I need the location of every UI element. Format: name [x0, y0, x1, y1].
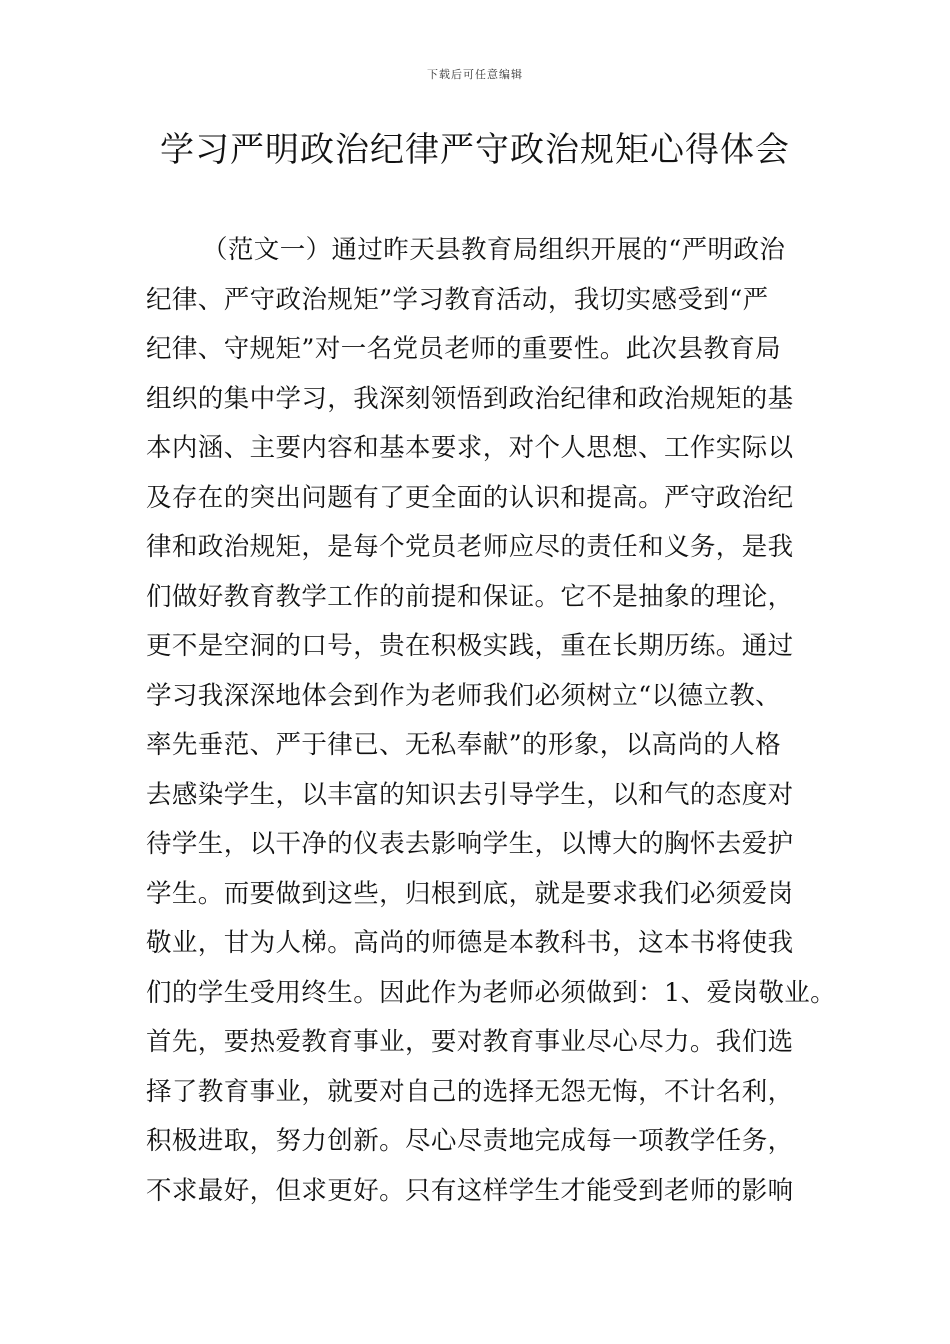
- body-line: 纪律、严守政治规矩”学习教育活动，我切实感受到“严: [146, 284, 769, 315]
- body-line: 本内涵、主要内容和基本要求，对个人思想、工作实际以: [146, 433, 794, 463]
- body-line: 择了教育事业，就要对自己的选择无怨无悔，不计名利，: [146, 1076, 794, 1107]
- body-line: 不求最好，但求更好。只有这样学生才能受到老师的影响: [146, 1175, 794, 1206]
- body-line: 率先垂范、严于律已、无私奉献”的形象，以高尚的人格: [146, 730, 782, 760]
- body-line: 敬业，甘为人梯。高尚的师德是本教科书，这本书将使我: [146, 928, 794, 958]
- body-line: 们的学生受用终生。因此作为老师必须做到：1、爱岗敬业。: [146, 977, 837, 1008]
- body-line: 们做好教育教学工作的前提和保证。它不是抽象的理论，: [146, 581, 794, 612]
- body-line: 更不是空洞的口号，贵在积极实践，重在长期历练。通过: [146, 631, 794, 661]
- body-line: （范文一）通过昨天县教育局组织开展的“严明政治: [202, 235, 786, 265]
- header-note: 下载后可任意编辑: [427, 68, 523, 81]
- body-line: 组织的集中学习，我深刻领悟到政治纪律和政治规矩的基: [146, 383, 794, 414]
- body-line: 纪律、守规矩”对一名党员老师的重要性。此次县教育局: [146, 334, 782, 364]
- body-line: 学生。而要做到这些，归根到底，就是要求我们必须爱岗: [146, 878, 794, 909]
- body-paragraph: [146, 226, 837, 1216]
- body-line: 积极进取，努力创新。尽心尽责地完成每一项教学任务，: [146, 1126, 794, 1156]
- document-title: 学习严明政治纪律严守政治规矩心得体会: [160, 130, 790, 170]
- body-line: 去感染学生，以丰富的知识去引导学生，以和气的态度对: [146, 779, 794, 810]
- body-line: 学习我深深地体会到作为老师我们必须树立“以德立教、: [146, 680, 782, 711]
- body-line: 待学生，以干净的仪表去影响学生，以博大的胸怀去爱护: [146, 829, 794, 859]
- body-line: 及存在的突出问题有了更全面的认识和提高。严守政治纪: [146, 482, 794, 513]
- body-line: 律和政治规矩，是每个党员老师应尽的责任和义务，是我: [146, 532, 794, 562]
- body-line: 首先，要热爱教育事业，要对教育事业尽心尽力。我们选: [146, 1027, 794, 1057]
